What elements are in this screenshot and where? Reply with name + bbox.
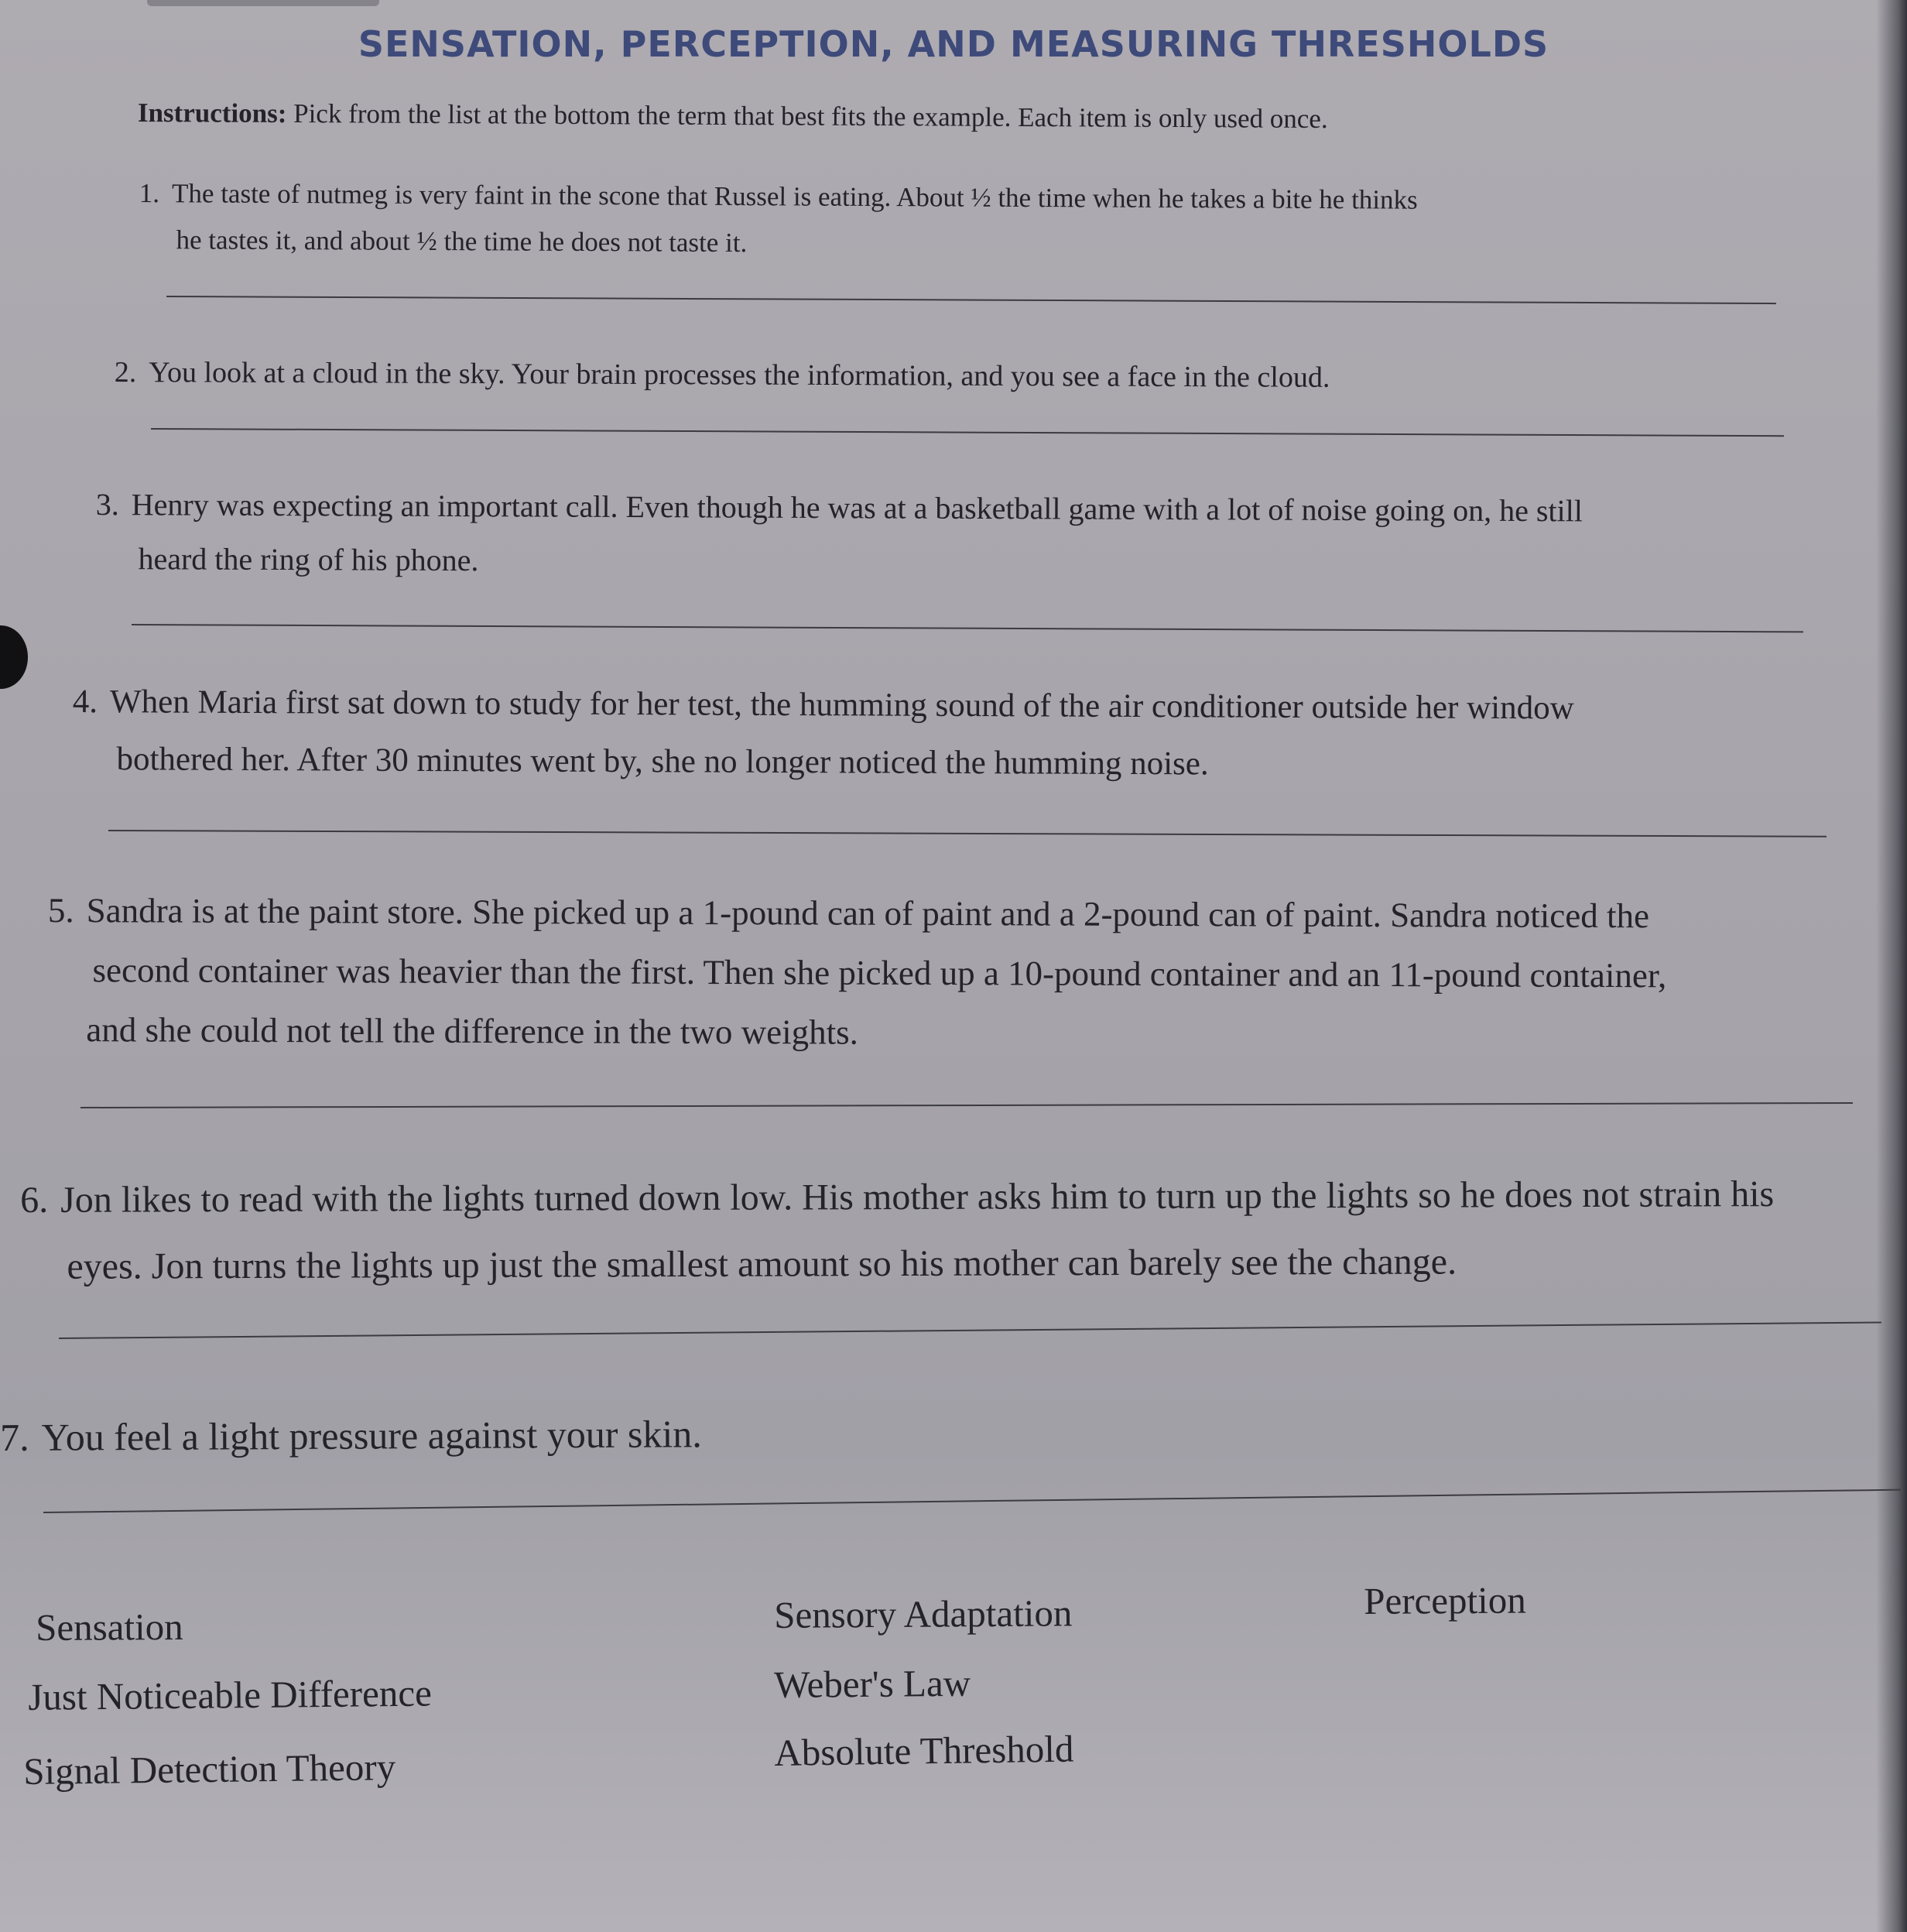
question-number: 3. bbox=[95, 486, 119, 522]
question-text: heard the ring of his phone. bbox=[138, 541, 479, 578]
question-number: 1. bbox=[139, 177, 160, 209]
question-text: You feel a light pressure against your skin. bbox=[41, 1412, 702, 1459]
question-line bbox=[72, 731, 1573, 794]
question-number: 6. bbox=[20, 1179, 49, 1221]
question-6 bbox=[20, 1161, 1775, 1300]
answer-line-1[interactable] bbox=[166, 296, 1776, 304]
term-webers-law: Weber's Law bbox=[774, 1661, 971, 1706]
question-line bbox=[139, 217, 1417, 270]
term-sensory-adaptation: Sensory Adaptation bbox=[774, 1591, 1073, 1636]
question-text: bothered her. After 30 minutes went by, she no longer noticed the humming noise. bbox=[116, 741, 1209, 783]
question-line bbox=[47, 1000, 1666, 1065]
binder-hole bbox=[0, 625, 28, 689]
right-edge-shadow bbox=[1876, 0, 1907, 1932]
term-absolute-threshold: Absolute Threshold bbox=[774, 1727, 1074, 1774]
question-text: The taste of nutmeg is very faint in the scone that Russel is eating. About ½ the time when he takes a bite he thinks bbox=[171, 178, 1418, 215]
instructions-text: Pick from the list at the bottom the term that best fits the example. Each item is only used once. bbox=[293, 98, 1328, 135]
question-text: Jon likes to read with the lights turned down low. His mother asks him to turn up the lights so he does not strain his bbox=[60, 1173, 1775, 1221]
instructions bbox=[138, 98, 1328, 135]
term-perception: Perception bbox=[1364, 1578, 1526, 1622]
term-sensation: Sensation bbox=[36, 1605, 183, 1649]
question-number: 7. bbox=[0, 1415, 29, 1459]
question-line bbox=[96, 478, 1583, 538]
answer-line-3[interactable] bbox=[132, 624, 1803, 632]
question-text: and she could not tell the difference in the two weights. bbox=[86, 1010, 859, 1052]
question-text: Henry was expecting an important call. Even though he was at a basketball game with a lot of noise going on, he still bbox=[131, 487, 1583, 529]
question-line bbox=[47, 940, 1666, 1005]
question-line bbox=[20, 1161, 1774, 1234]
question-3 bbox=[95, 478, 1583, 592]
question-text: eyes. Jon turns the lights up just the smallest amount so his mother can barely see the change. bbox=[67, 1241, 1457, 1287]
term-signal-detection-theory: Signal Detection Theory bbox=[23, 1745, 396, 1793]
question-number: 5. bbox=[47, 890, 74, 930]
answer-line-6[interactable] bbox=[59, 1321, 1881, 1339]
instructions-lead: Instructions: bbox=[137, 98, 287, 129]
answer-line-4[interactable] bbox=[108, 830, 1827, 838]
term-just-noticeable-difference: Just Noticeable Difference bbox=[28, 1671, 433, 1718]
question-line bbox=[20, 1228, 1774, 1300]
worksheet-title: SENSATION, PERCEPTION, AND MEASURING THRESHOLDS bbox=[358, 23, 1549, 65]
top-edge-smudge bbox=[147, 0, 379, 6]
question-number: 2. bbox=[114, 355, 137, 389]
question-text: he tastes it, and about ½ the time he does not taste it. bbox=[176, 224, 748, 259]
answer-line-2[interactable] bbox=[151, 428, 1784, 437]
question-text: When Maria first sat down to study for her test, the humming sound of the air conditioner outside her window bbox=[109, 683, 1574, 727]
question-line bbox=[48, 881, 1667, 946]
question-text: second container was heavier than the first. Then she picked up a 10-pound container and an 11-pound container, bbox=[92, 951, 1667, 995]
question-5 bbox=[47, 881, 1667, 1065]
question-number: 4. bbox=[72, 683, 98, 721]
question-line bbox=[0, 1406, 702, 1464]
answer-line-5[interactable] bbox=[80, 1102, 1853, 1108]
question-text: Sandra is at the paint store. She picked up a 1-pound can of paint and a 2-pound can of paint. Sandra noticed the bbox=[86, 891, 1650, 936]
question-line bbox=[139, 170, 1418, 224]
question-1 bbox=[139, 170, 1418, 270]
question-line bbox=[95, 532, 1582, 592]
question-2 bbox=[115, 348, 1330, 402]
question-line bbox=[73, 673, 1574, 737]
question-text: You look at a cloud in the sky. Your brain processes the information, and you see a face in the cloud. bbox=[149, 356, 1330, 394]
question-4 bbox=[72, 673, 1574, 794]
answer-line-7[interactable] bbox=[43, 1489, 1901, 1513]
question-line bbox=[115, 348, 1330, 402]
question-7 bbox=[0, 1406, 702, 1464]
